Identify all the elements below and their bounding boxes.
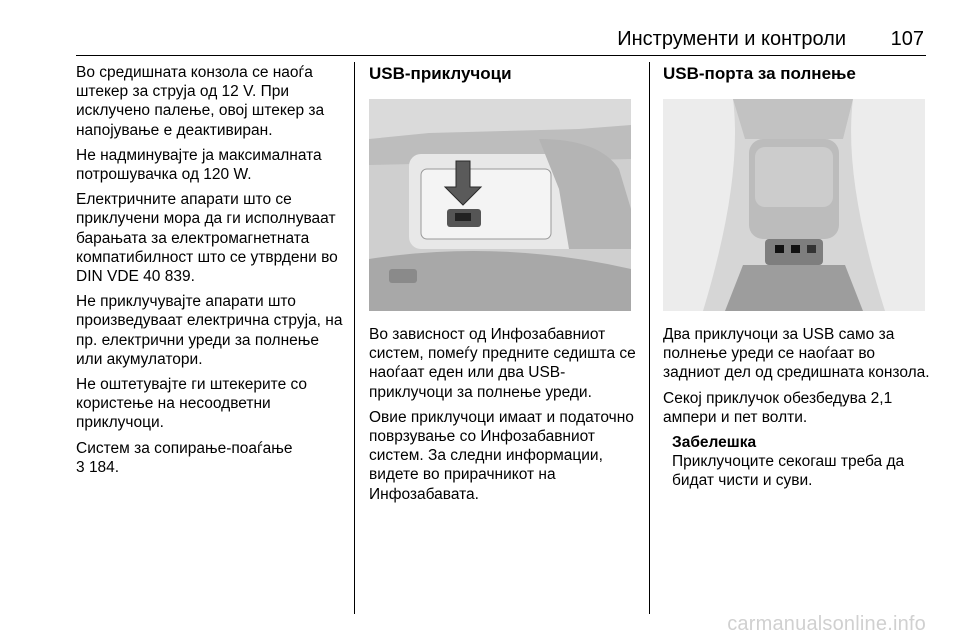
paragraph: Секој приклучок обезбедува 2,1 ампери и пет волти. bbox=[663, 389, 893, 426]
cross-reference-page: 184. bbox=[88, 458, 120, 476]
paragraph: Не оштетувајте ги штекерите со користење на несоодветни приклучоци. bbox=[76, 376, 308, 432]
column-3 bbox=[663, 63, 931, 491]
column-2 bbox=[369, 63, 641, 510]
paragraph: Не приклучувајте апарати што произведуваат електрична струја, на пр. електрични уреди за полнење или акумулатори. bbox=[76, 293, 343, 368]
paragraph: Во зависност од Инфозабавниот систем, помеѓу предните седишта се наоѓаат еден или два USB-приклучоци за полнење уреди. bbox=[369, 326, 636, 401]
usb-ports-figure bbox=[369, 99, 631, 311]
usb-ports-heading: USB-приклучоци bbox=[369, 64, 512, 83]
paragraph: Во средишната конзола се наоѓа штекер за струја од 12 V. При исклучено палење, овој штекер за напојување е деактивиран. bbox=[76, 64, 325, 139]
column-divider-1 bbox=[354, 62, 355, 614]
cross-reference[interactable] bbox=[76, 439, 346, 477]
paragraph: Електричните апарати што се приклучени мора да ги исполнуваат барањата за електромагнетната компатибилност што се утврдени во DIN VDE 40 839. bbox=[76, 191, 338, 286]
usb-charging-figure bbox=[663, 99, 925, 311]
note-box bbox=[672, 433, 931, 491]
cross-reference-text: Систем за сопирање-поаѓање bbox=[76, 439, 293, 457]
note-text: Приклучоците секогаш треба да бидат чисти и суви. bbox=[672, 453, 905, 490]
paragraph: Два приклучоци за USB само за полнење уреди се наоѓаат во задниот дел од средишната конзола. bbox=[663, 326, 930, 382]
watermark: carmanualsonline.info bbox=[727, 613, 926, 635]
note-title: Забелешка bbox=[672, 434, 757, 452]
column-1 bbox=[76, 63, 346, 483]
section-title: Инструменти и контроли bbox=[617, 28, 846, 50]
column-divider-2 bbox=[649, 62, 650, 614]
arrow-reference-icon: 3 bbox=[76, 458, 85, 476]
page-header bbox=[76, 26, 926, 56]
paragraph: Овие приклучоци имаат и податочно поврзување со Инфозабавниот систем. За следни информации, видете во прирачникот на Инфозабавата. bbox=[369, 408, 634, 503]
paragraph: Не надминувајте ја максималната потрошувачка од 120 W. bbox=[76, 146, 322, 184]
usb-charging-heading: USB-порта за полнење bbox=[663, 64, 856, 83]
page-number: 107 bbox=[890, 28, 924, 50]
header-rule bbox=[76, 55, 926, 56]
